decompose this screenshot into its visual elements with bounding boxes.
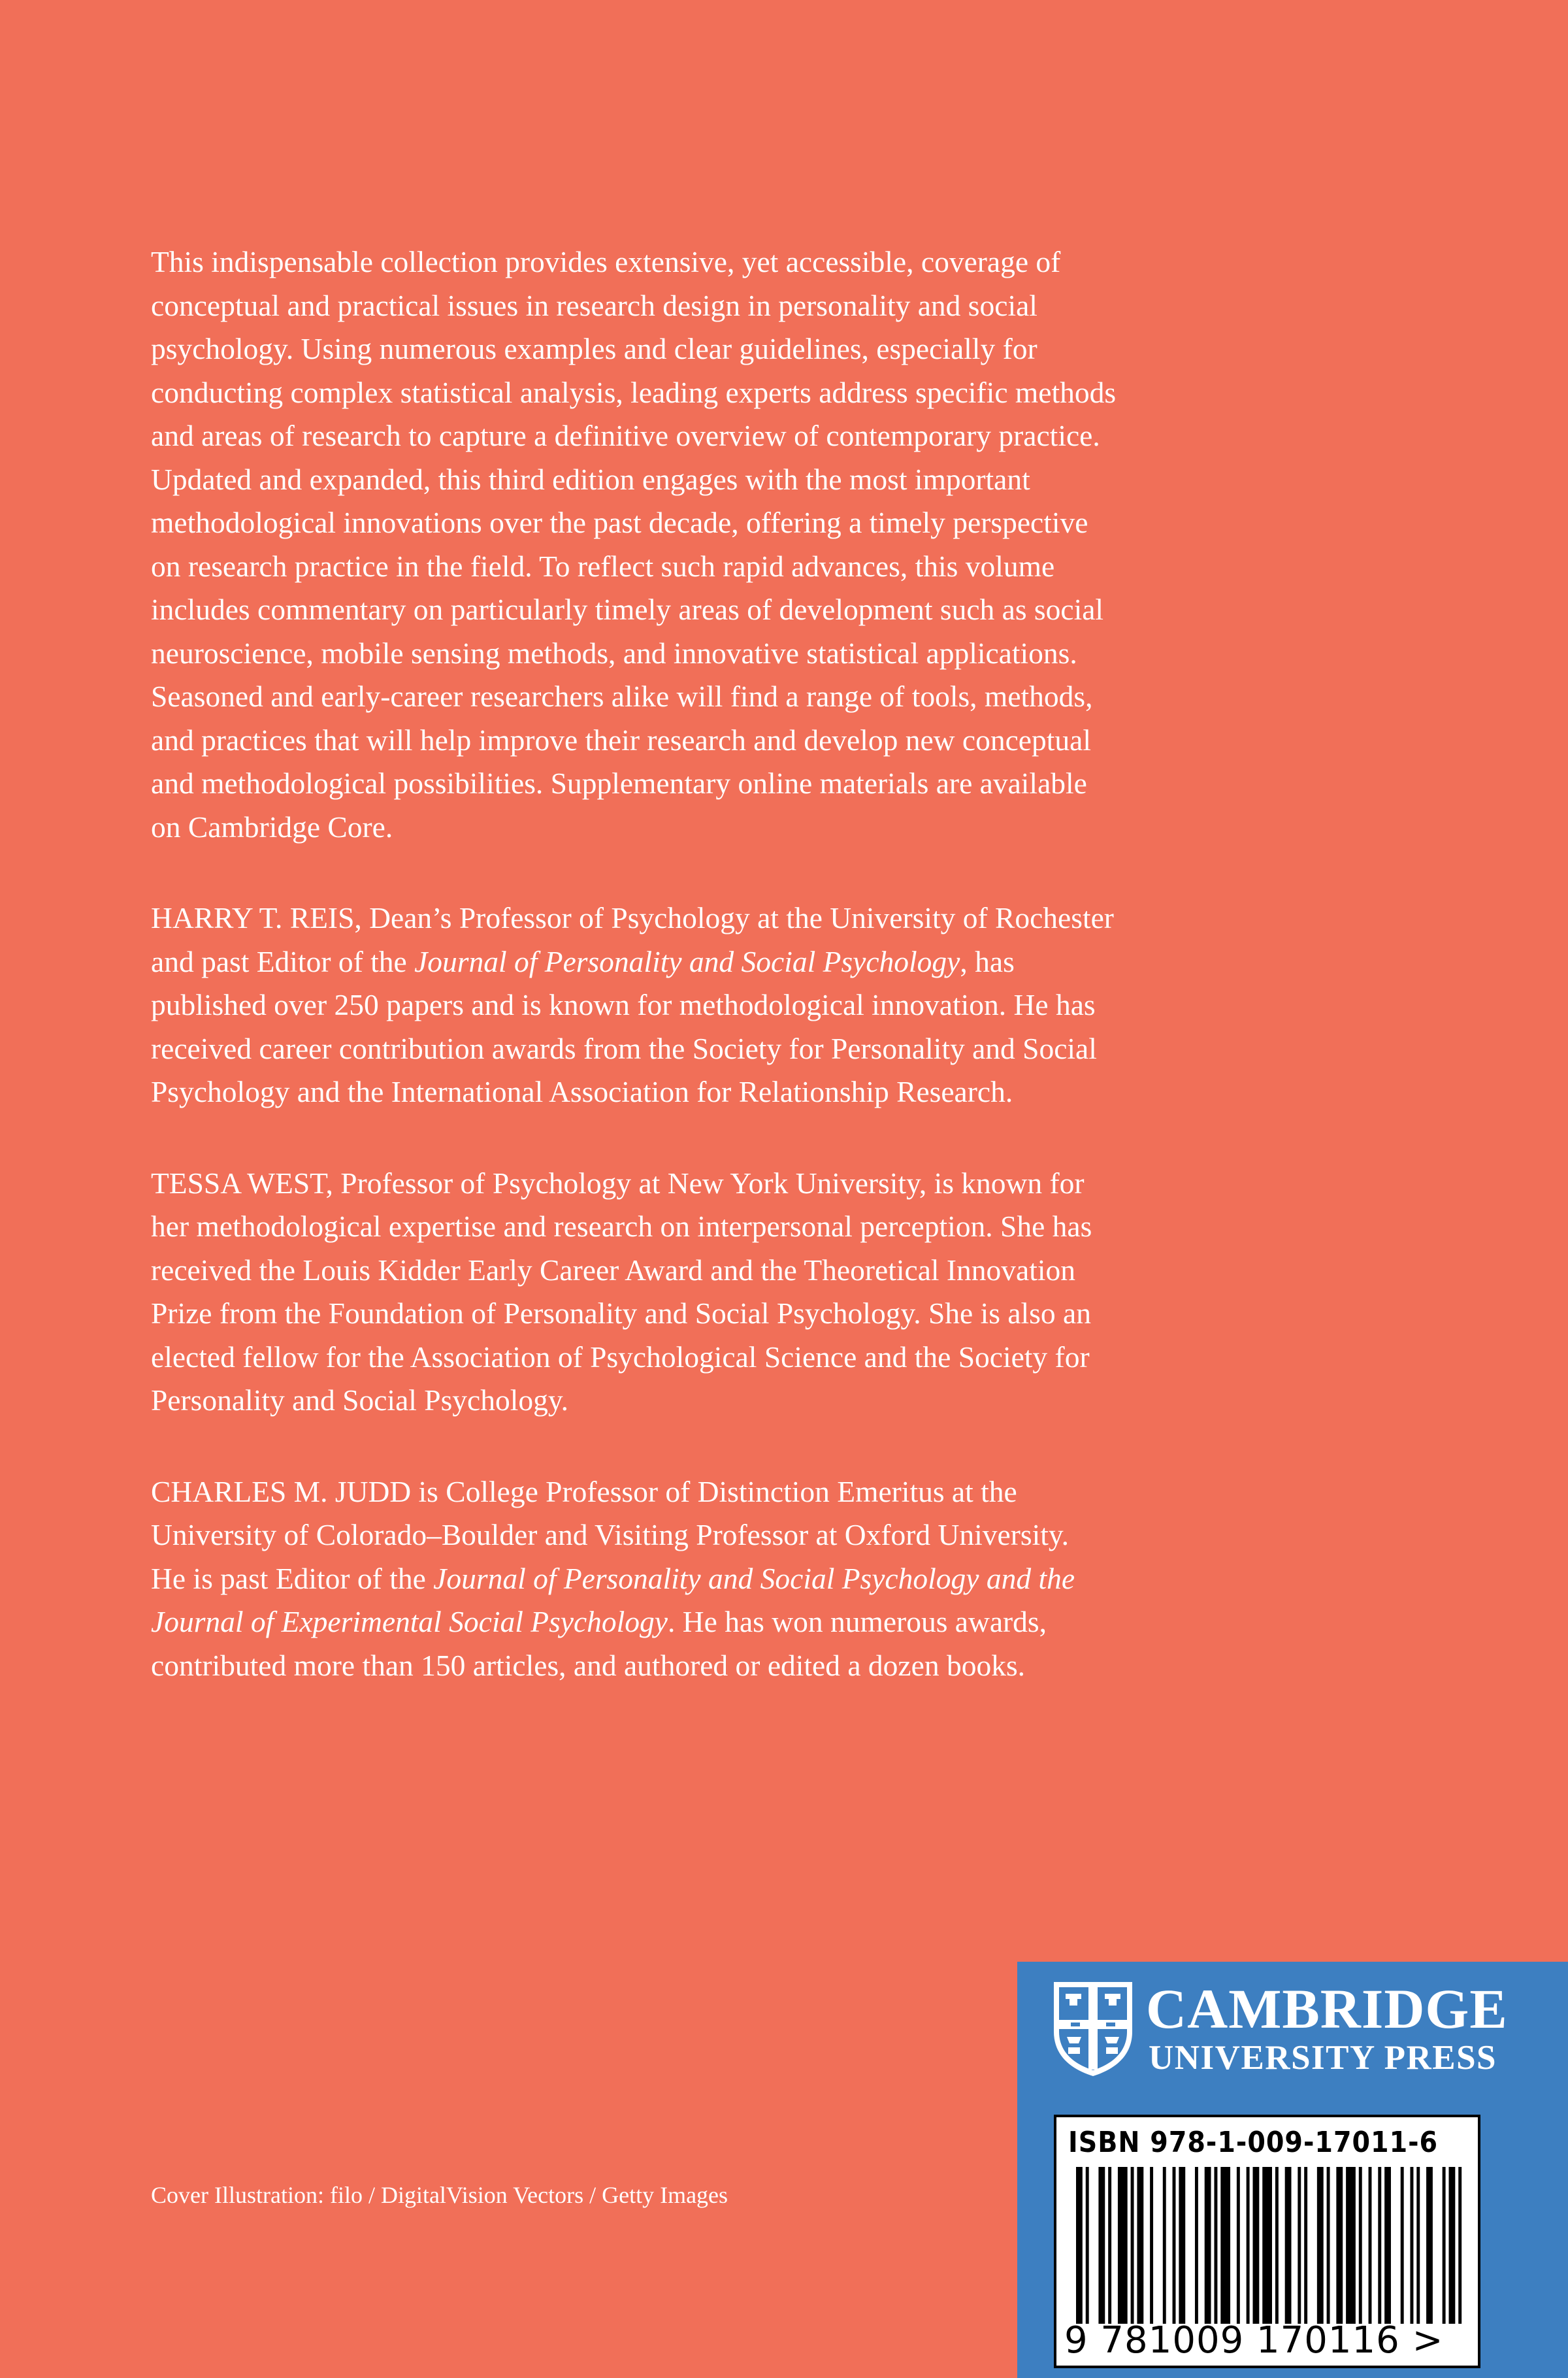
barcode-bar (1378, 2167, 1381, 2324)
description-line: and methodological possibilities. Supplementary online materials are available (151, 767, 1087, 800)
barcode-bar (1118, 2167, 1128, 2324)
journal-title: Journal of Experimental Social Psychology (151, 1605, 668, 1638)
barcode-bar (1336, 2167, 1343, 2324)
barcode-bar (1195, 2167, 1198, 2324)
isbn-label: ISBN 978-1-009-17011-6 (1068, 2126, 1439, 2159)
barcode-bar (1163, 2167, 1166, 2324)
author-bio-reis (151, 897, 1301, 1114)
description-line: and practices that will help improve their research and develop new conceptual (151, 723, 1091, 757)
description-line: This indispensable collection provides extensive, yet accessible, coverage of (151, 245, 1061, 278)
bio-text: and past Editor of the (151, 944, 415, 978)
description-line: Seasoned and early-career researchers alike will find a range of tools, methods, (151, 680, 1093, 713)
book-description (151, 240, 1301, 849)
barcode-bar (1317, 2167, 1324, 2324)
bio-line: HARRY T. REIS, Dean’s Professor of Psychology at the University of Rochester (151, 901, 1114, 934)
cover-illustration-credit: Cover Illustration: filo / DigitalVision Vectors / Getty Images (151, 2182, 728, 2208)
description-line: conducting complex statistical analysis, leading experts address specific methods (151, 375, 1117, 409)
barcode-bar (1426, 2167, 1433, 2324)
barcode-bar (1298, 2167, 1301, 2324)
publisher-logo-text (1146, 1979, 1508, 2077)
description-line: neuroscience, mobile sensing methods, and innovative statistical applications. (151, 636, 1077, 670)
barcode-bar (1179, 2167, 1185, 2324)
publisher-name-line1: CAMBRIDGE (1146, 1977, 1508, 2040)
bio-line (151, 940, 1301, 984)
isbn-barcode (1054, 2115, 1480, 2368)
bio-line: Psychology and the International Association for Relationship Research. (151, 1075, 1013, 1108)
description-line: methodological innovations over the past decade, offering a timely perspective (151, 506, 1088, 539)
barcode-bar (1237, 2167, 1240, 2324)
barcode-bar (1220, 2167, 1230, 2324)
barcode-bar (1304, 2167, 1307, 2324)
publisher-name-line2: UNIVERSITY PRESS (1149, 2039, 1497, 2077)
bio-line: elected fellow for the Association of Psychological Science and the Society for (151, 1340, 1090, 1374)
barcode-bar (1131, 2167, 1134, 2324)
bio-line: received the Louis Kidder Early Career Award and the Theoretical Innovation (151, 1253, 1076, 1287)
barcode-bar (1214, 2167, 1217, 2324)
description-line: and areas of research to capture a definitive overview of contemporary practice. (151, 419, 1100, 452)
barcode-bar (1150, 2167, 1153, 2324)
journal-title: Journal of Personality and Social Psychology and the (433, 1561, 1075, 1595)
description-line: on Cambridge Core. (151, 810, 393, 844)
barcode-bar (1137, 2167, 1143, 2324)
bio-text: , has (960, 944, 1015, 978)
barcode-bar (1205, 2167, 1211, 2324)
barcode-bar (1275, 2167, 1279, 2324)
bio-line: University of Colorado–Boulder and Visiting Professor at Oxford University. (151, 1518, 1070, 1551)
back-cover-text (151, 240, 1301, 1735)
barcode-bar (1262, 2167, 1272, 2324)
barcode-bar (1076, 2167, 1083, 2324)
barcode-bar (1359, 2167, 1362, 2324)
bio-line: TESSA WEST, Professor of Psychology at New York University, is known for (151, 1166, 1085, 1200)
barcode-bar (1247, 2167, 1250, 2324)
description-line: on research practice in the field. To reflect such rapid advances, this volume (151, 549, 1055, 583)
bio-line (151, 1600, 1301, 1644)
barcode-bar (1401, 2167, 1404, 2324)
bio-line: published over 250 papers and is known for methodological innovation. He has (151, 988, 1096, 1021)
description-line: conceptual and practical issues in research design in personality and social (151, 288, 1037, 322)
barcode-bar (1448, 2167, 1455, 2324)
description-line: psychology. Using numerous examples and clear guidelines, especially for (151, 332, 1037, 365)
bio-line: her methodological expertise and research on interpersonal perception. She has (151, 1210, 1092, 1243)
barcode-bar (1098, 2167, 1105, 2324)
barcode-bar (1416, 2167, 1420, 2324)
description-line: includes commentary on particularly timely areas of development such as social (151, 593, 1104, 626)
barcode-bar (1252, 2167, 1259, 2324)
barcode-bars (1076, 2167, 1468, 2324)
bio-text: He is past Editor of the (151, 1561, 434, 1595)
bio-line: Personality and Social Psychology. (151, 1383, 569, 1417)
journal-title: Journal of Personality and Social Psychology (414, 944, 960, 978)
barcode-bar (1173, 2167, 1176, 2324)
author-bio-west (151, 1162, 1301, 1423)
barcode-digits: 9 781009 170116 > (1064, 2319, 1444, 2362)
barcode-bar (1346, 2167, 1356, 2324)
publisher-panel (1017, 1962, 1568, 2378)
bio-line: CHARLES M. JUDD is College Professor of Distinction Emeritus at the (151, 1474, 1017, 1508)
barcode-bar (1369, 2167, 1372, 2324)
barcode-bar (1443, 2167, 1446, 2324)
bio-line (151, 1557, 1301, 1601)
bio-line: received career contribution awards from the Society for Personality and Social (151, 1031, 1097, 1065)
bio-text: . He has won numerous awards, (668, 1605, 1047, 1638)
description-line: Updated and expanded, this third edition engages with the most important (151, 462, 1030, 496)
cambridge-crest-icon (1051, 1979, 1135, 2077)
barcode-bar (1410, 2167, 1413, 2324)
barcode-bar (1327, 2167, 1330, 2324)
barcode-bar (1108, 2167, 1111, 2324)
barcode-bar (1458, 2167, 1462, 2324)
barcode-bar (1285, 2167, 1292, 2324)
barcode-bar (1384, 2167, 1391, 2324)
author-bio-judd (151, 1470, 1301, 1688)
bio-line: Prize from the Foundation of Personality and Social Psychology. She is also an (151, 1296, 1091, 1330)
barcode-bar (1086, 2167, 1089, 2324)
bio-line: contributed more than 150 articles, and authored or edited a dozen books. (151, 1648, 1026, 1682)
